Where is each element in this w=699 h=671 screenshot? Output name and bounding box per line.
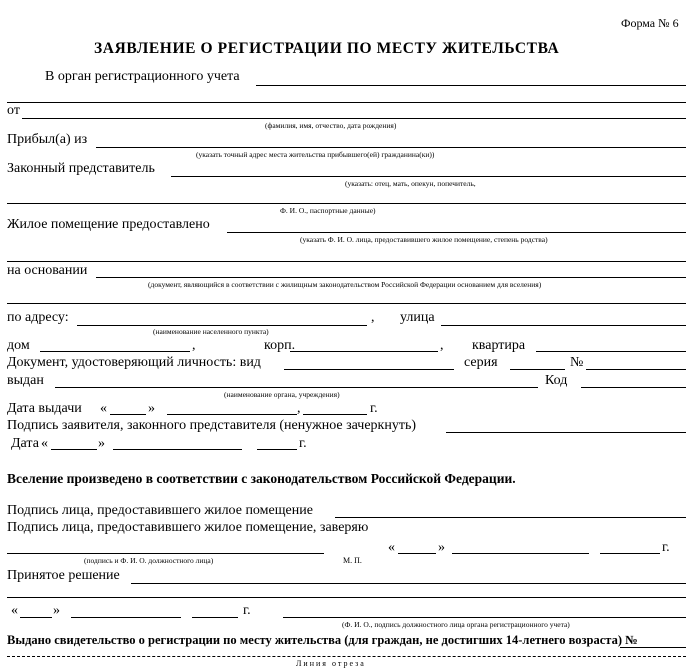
decision-field-line2[interactable] bbox=[7, 597, 686, 598]
date-year-suffix: г. bbox=[299, 436, 307, 451]
certify-day-field[interactable] bbox=[398, 553, 436, 554]
issue-year-suffix: г. bbox=[370, 401, 378, 416]
cut-line bbox=[7, 656, 686, 657]
form-number: Форма № 6 bbox=[621, 16, 679, 30]
issued-hint: (наименование органа, учреждения) bbox=[224, 390, 340, 399]
premises-hint: (указать Ф. И. О. лица, предоставившего жилое помещение, степень родства) bbox=[300, 235, 548, 244]
number-label: № bbox=[570, 355, 584, 370]
building-label: корп. bbox=[264, 338, 296, 353]
registrar-date-quote-open: « bbox=[11, 603, 18, 618]
issue-day-field[interactable] bbox=[110, 414, 146, 415]
certify-year-field[interactable] bbox=[600, 553, 660, 554]
date-label: Дата bbox=[11, 436, 39, 451]
provider-signature-field[interactable] bbox=[335, 517, 686, 518]
registrar-month-field[interactable] bbox=[71, 617, 181, 618]
registrar-year-field[interactable] bbox=[192, 617, 238, 618]
decision-field[interactable] bbox=[131, 583, 686, 584]
arrived-field[interactable] bbox=[96, 147, 686, 148]
certify-date-quote-close: » bbox=[438, 540, 445, 555]
street-field[interactable] bbox=[441, 325, 686, 326]
certify-month-field[interactable] bbox=[452, 553, 589, 554]
issued-label: выдан bbox=[7, 373, 44, 388]
applicant-signature-field[interactable] bbox=[446, 432, 686, 433]
certify-year-suffix: г. bbox=[662, 540, 670, 555]
registrar-date-quote-close: » bbox=[53, 603, 60, 618]
certificate-number-field[interactable] bbox=[620, 647, 686, 648]
code-label: Код bbox=[545, 373, 568, 388]
representative-hint: (указать: отец, мать, опекун, попечитель, bbox=[345, 179, 476, 188]
premises-field-line2[interactable] bbox=[7, 261, 686, 262]
issue-date-quote-close: » bbox=[148, 401, 155, 416]
building-field[interactable] bbox=[290, 351, 438, 352]
registrar-signature-field[interactable] bbox=[283, 617, 686, 618]
building-comma: , bbox=[440, 338, 444, 353]
page-title: ЗАЯВЛЕНИЕ О РЕГИСТРАЦИИ ПО МЕСТУ ЖИТЕЛЬСТВА bbox=[94, 40, 560, 57]
address-label: по адресу: bbox=[7, 310, 69, 325]
house-comma: , bbox=[192, 338, 196, 353]
official-hint: (подпись и Ф. И. О. должностного лица) bbox=[84, 556, 214, 565]
provider-certify-label: Подпись лица, предоставившего жилое помещение, заверяю bbox=[7, 520, 369, 535]
basis-label: на основании bbox=[7, 263, 88, 278]
issue-date-label: Дата выдачи bbox=[7, 401, 82, 416]
registrar-year-suffix: г. bbox=[243, 603, 251, 618]
code-field[interactable] bbox=[581, 387, 686, 388]
series-label: серия bbox=[464, 355, 498, 370]
issue-date-quote-open: « bbox=[100, 401, 107, 416]
issue-month-field[interactable] bbox=[167, 414, 297, 415]
apartment-label: квартира bbox=[472, 338, 526, 353]
from-hint: (фамилия, имя, отчество, дата рождения) bbox=[265, 121, 397, 130]
premises-label: Жилое помещение предоставлено bbox=[7, 217, 210, 232]
stamp-place: М. П. bbox=[343, 556, 362, 565]
date-month-field[interactable] bbox=[113, 449, 242, 450]
arrived-hint: (указать точный адрес места жительства прибывшего(ей) гражданина(ки)) bbox=[196, 150, 435, 159]
applicant-signature-label: Подпись заявителя, законного представителя (ненужное зачеркнуть) bbox=[7, 418, 417, 433]
basis-field-line2[interactable] bbox=[7, 303, 686, 304]
representative-label: Законный представитель bbox=[7, 161, 155, 176]
arrived-label: Прибыл(а) из bbox=[7, 132, 88, 147]
date-quote-close: » bbox=[98, 436, 105, 451]
address-locality-field[interactable] bbox=[77, 325, 367, 326]
registrar-hint: (Ф. И. О., подпись должностного лица органа регистрационного учета) bbox=[342, 620, 570, 629]
representative-field[interactable] bbox=[171, 176, 686, 177]
series-field[interactable] bbox=[510, 369, 565, 370]
certify-date-quote-open: « bbox=[388, 540, 395, 555]
basis-field[interactable] bbox=[96, 277, 686, 278]
issue-date-comma: , bbox=[297, 401, 301, 416]
cut-line-label: Линия отреза bbox=[296, 659, 366, 668]
date-year-field[interactable] bbox=[257, 449, 297, 450]
from-field[interactable] bbox=[22, 118, 686, 119]
from-field-line1[interactable] bbox=[7, 102, 686, 103]
id-doc-label: Документ, удостоверяющий личность: вид bbox=[7, 355, 261, 370]
date-quote-open: « bbox=[41, 436, 48, 451]
representative-field-line2[interactable] bbox=[7, 203, 686, 204]
house-field[interactable] bbox=[40, 351, 190, 352]
representative-hint-2: Ф. И. О., паспортные данные) bbox=[280, 206, 376, 215]
id-doc-type-field[interactable] bbox=[284, 369, 454, 370]
address-hint: (наименование населенного пункта) bbox=[153, 327, 269, 336]
settlement-statement: Вселение произведено в соответствии с законодательством Российской Федерации. bbox=[7, 471, 516, 486]
from-label: от bbox=[7, 103, 20, 118]
address-comma: , bbox=[371, 310, 375, 325]
basis-hint: (документ, являющийся в соответствии с жилищным законодательством Российской Федерации основанием для вселения) bbox=[148, 280, 542, 289]
issue-year-field[interactable] bbox=[303, 414, 367, 415]
registrar-day-field[interactable] bbox=[20, 617, 52, 618]
street-label: улица bbox=[400, 310, 435, 325]
date-day-field[interactable] bbox=[51, 449, 97, 450]
id-number-field[interactable] bbox=[586, 369, 686, 370]
to-authority-label: В орган регистрационного учета bbox=[45, 69, 240, 84]
decision-label: Принятое решение bbox=[7, 568, 120, 583]
to-authority-field[interactable] bbox=[256, 85, 686, 86]
premises-field[interactable] bbox=[227, 232, 686, 233]
issued-by-field[interactable] bbox=[55, 387, 538, 388]
certificate-label: Выдано свидетельство о регистрации по месту жительства (для граждан, не достигших 14-летнего возраста) № bbox=[7, 633, 638, 647]
provider-signature-label: Подпись лица, предоставившего жилое помещение bbox=[7, 503, 313, 518]
official-signature-field[interactable] bbox=[7, 553, 324, 554]
house-label: дом bbox=[7, 338, 30, 353]
apartment-field[interactable] bbox=[536, 351, 686, 352]
